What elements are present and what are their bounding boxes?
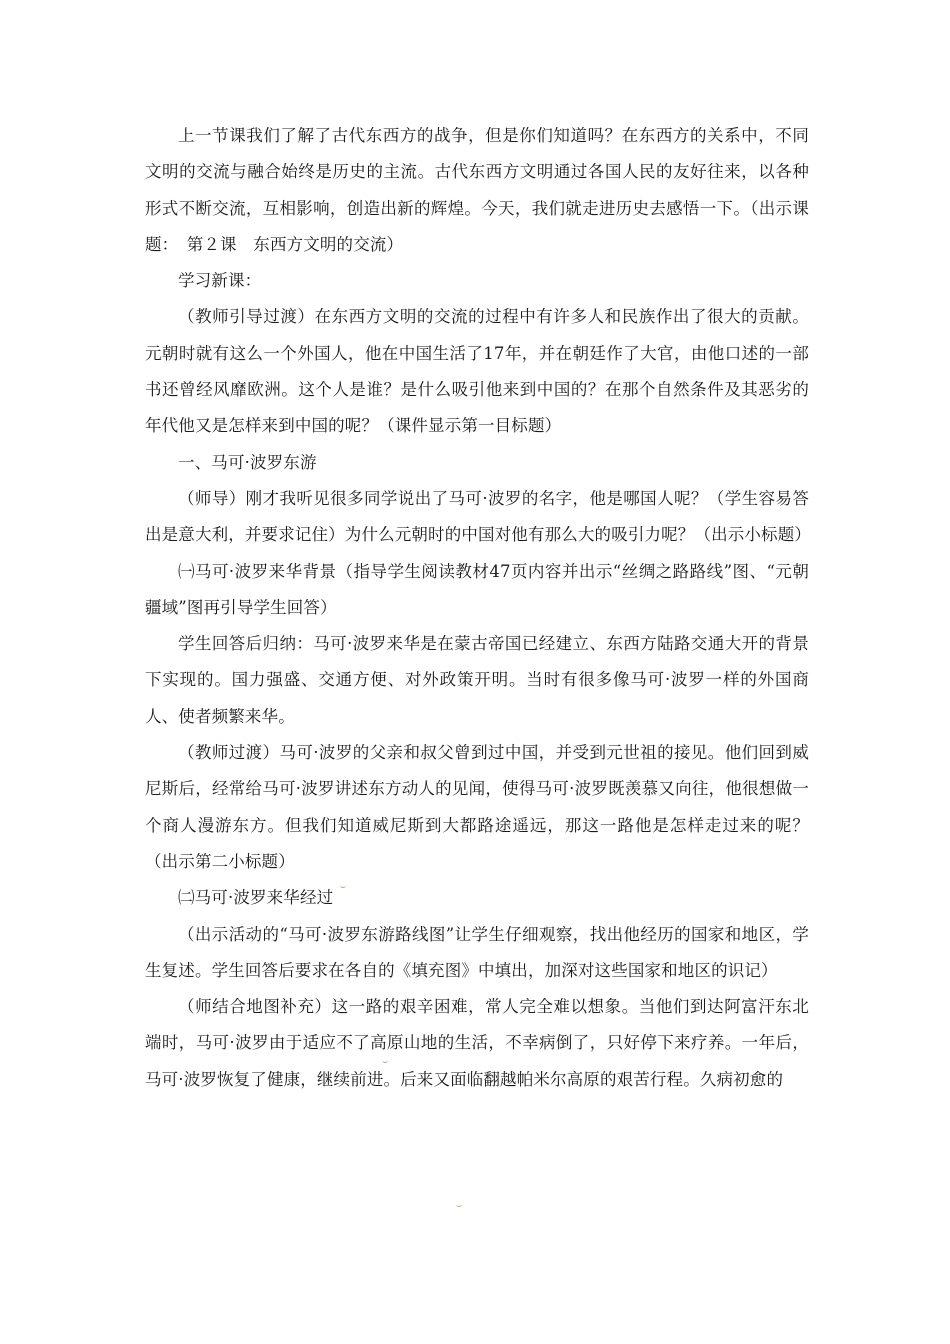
teacher-transition-paragraph-2: （教师过渡）马可·波罗的父亲和叔父曾到过中国，并受到元世祖的接见。他们回到威尼斯后，经常给马可·波罗讲述东方动人的见闻，使得马可·波罗既羡慕又向往，他很想做一个商人漫游东方。但我们知道威尼斯到大都路途遥远，那这一路他是怎样走过来的呢？（出示第二小标题）	[145, 743, 809, 871]
document-body	[145, 118, 809, 1098]
map-supplement-paragraph: （师结合地图补充）这一路的艰辛困难，常人完全难以想象。当他们到达阿富汗东北端时，马可·波罗由于适应不了高原山地的生活，不幸病倒了，只好停下来疗养。一年后，马可·波罗恢复了健康，继续前进。后来又面临翻越帕米尔高原的艰苦行程。久病初愈的	[145, 997, 809, 1089]
new-lesson-heading: 学习新课：	[178, 271, 262, 291]
intro-paragraph: 上一节课我们了解了古代东西方的战争，但是你们知道吗？在东西方的关系中，不同文明的交流与融合始终是历史的主流。古代东西方文明通过各国人民的友好往来，以各种形式不断交流，互相影响，创造出新的辉煌。今天，我们就走进历史去感悟一下。（出示课题： 第２课 东西方文明的交流）	[145, 126, 809, 254]
teacher-guide-paragraph: （师导）刚才我听见很多同学说出了马可·波罗的名字，他是哪国人呢？（学生容易答出是意大利，并要求记住）为什么元朝时的中国对他有那么大的吸引力呢？（出示小标题）	[145, 488, 811, 545]
ink-mark	[456, 1203, 462, 1207]
section-heading-marco-polo: 一、马可·波罗东游	[178, 452, 317, 472]
student-summary-paragraph: 学生回答后归纳：马可·波罗来华是在蒙古帝国已经建立、东西方陆路交通大开的背景下实现的。国力强盛、交通方便、对外政策开明。当时有很多像马可·波罗一样的外国商人、使者频繁来华。	[145, 634, 809, 726]
subheading-journey: ㈡马可·波罗来华经过	[178, 888, 334, 908]
subheading-background: ㈠马可·波罗来华背景（指导学生阅读教材47页内容并出示“丝绸之路路线”图、“元朝疆域”图再引导学生回答）	[145, 561, 809, 617]
teacher-transition-paragraph: （教师引导过渡）在东西方文明的交流的过程中有许多人和民族作出了很大的贡献。元朝时就有这么一个外国人，他在中国生活了17年，并在朝廷作了大官，由他口述的一部书还曾经风靡欧洲。这个人是谁？是什么吸引他来到中国的？在那个自然条件及其恶劣的年代他又是怎样来到中国的呢？（课件显示第一目标题）	[145, 307, 809, 436]
activity-paragraph: （出示活动的“马可·波罗东游路线图”让学生仔细观察，找出他经历的国家和地区，学生复述。学生回答后要求在各自的《填充图》中填出，加深对这些国家和地区的识记）	[145, 924, 809, 980]
